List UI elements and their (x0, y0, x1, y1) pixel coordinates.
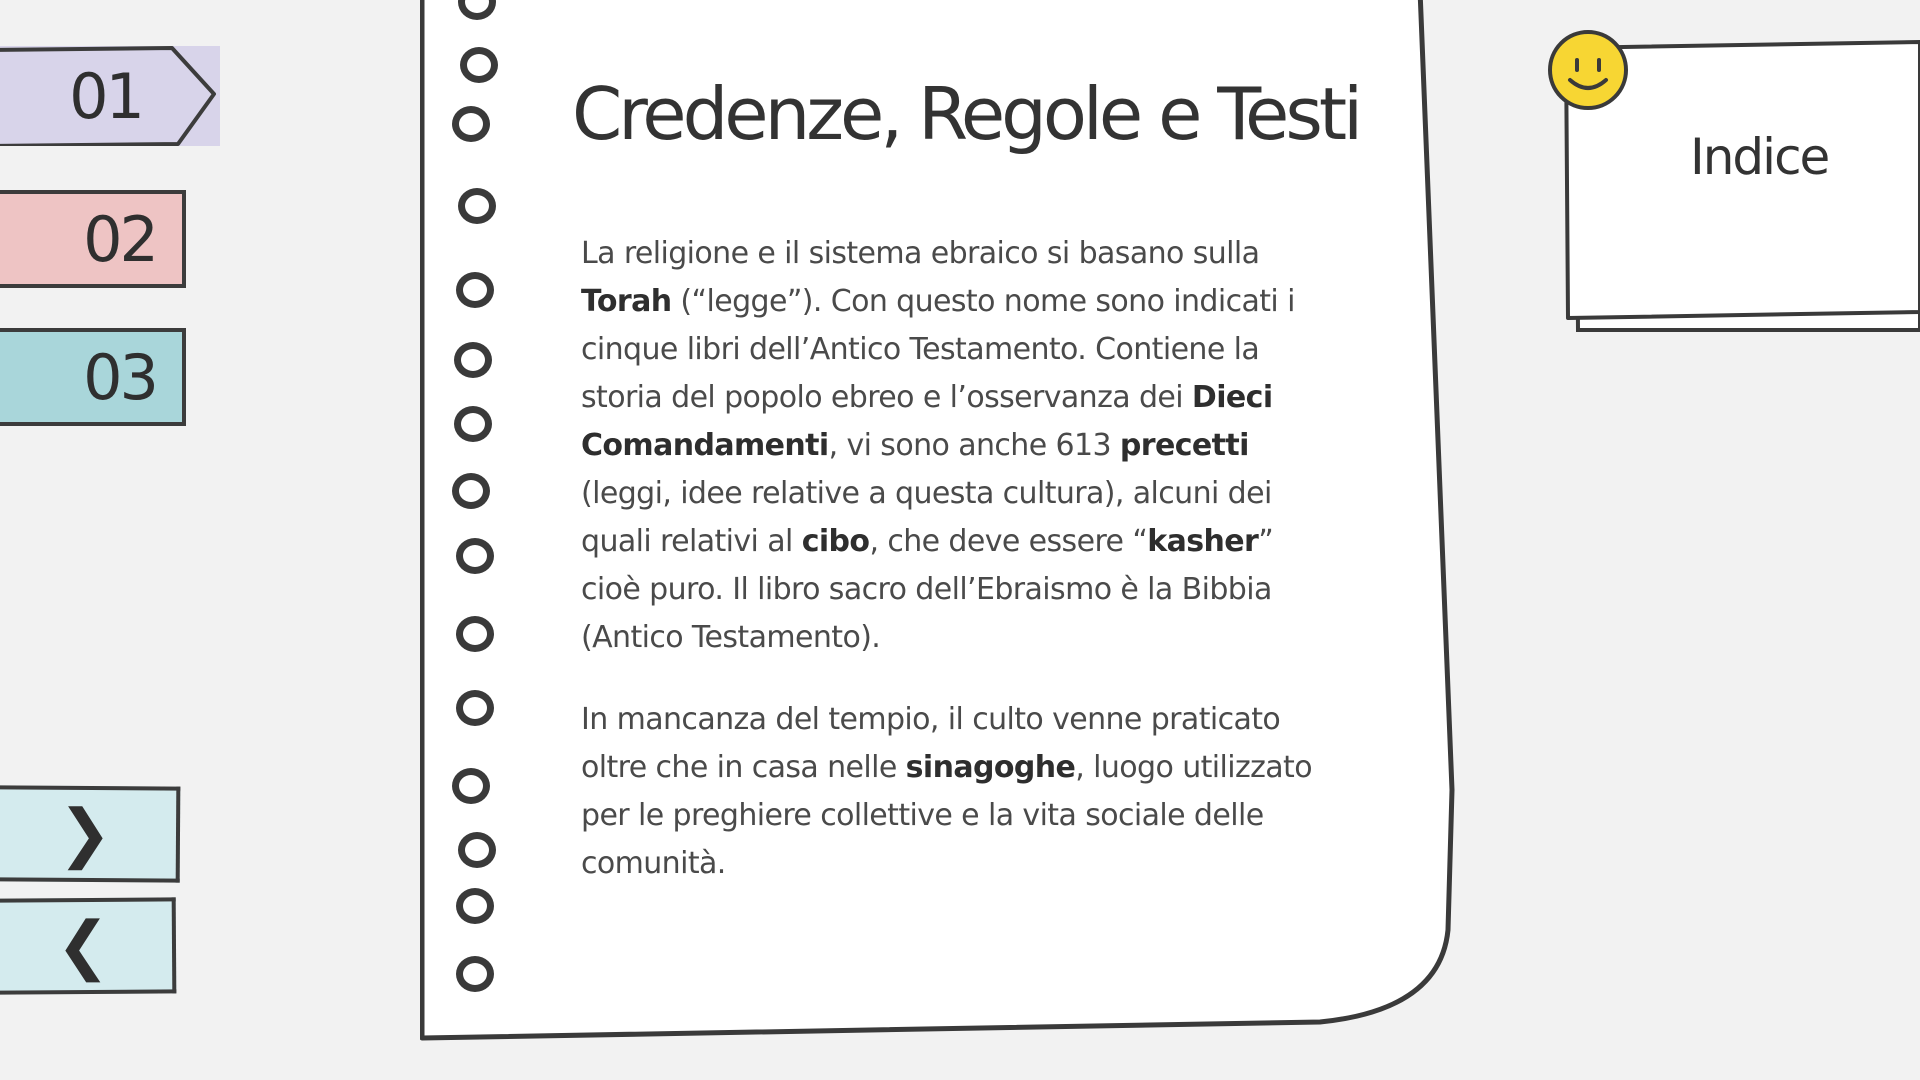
body-paragraph (581, 230, 1336, 662)
body-paragraph (581, 696, 1336, 888)
text-run: (“legge”). Con questo nome sono indicati i cinque libri dell’Antico Testamento. Contiene la storia del popolo ebreo e l’osservanza dei (581, 284, 1295, 415)
binding-ring (460, 47, 498, 83)
bold-term: kasher (1147, 524, 1259, 559)
tab-03[interactable] (0, 328, 186, 426)
binding-ring (452, 768, 490, 804)
binding-ring (452, 106, 490, 142)
tab-01[interactable] (0, 46, 220, 146)
bold-term: sinagoghe (905, 750, 1076, 785)
bold-term: precetti (1119, 428, 1249, 463)
text-run: ” cioè puro. Il libro sacro dell’Ebraismo è la Bibbia (Antico Testamento). (581, 524, 1274, 655)
binding-ring (458, 188, 496, 224)
previous-slide-button[interactable] (0, 897, 176, 994)
chevron-left-icon: ❮ (55, 908, 111, 984)
tab-label: 03 (83, 340, 156, 414)
tab-label: 01 (69, 59, 142, 133)
binding-ring (456, 888, 494, 924)
text-run: La religione e il sistema ebraico si basano sulla (581, 236, 1260, 271)
bold-term: cibo (801, 524, 870, 559)
binding-ring (458, 832, 496, 868)
binding-ring (456, 538, 494, 574)
binding-ring (454, 342, 492, 378)
binding-ring (456, 690, 494, 726)
text-run: , che deve essere “ (869, 524, 1148, 559)
text-run: (leggi, idee relative a questa cultura), alcuni dei quali relativi al (581, 476, 1272, 559)
binding-ring (452, 473, 490, 509)
binding-ring (454, 406, 492, 442)
smiley-icon (1546, 28, 1630, 112)
text-run: , luogo utilizzato per le preghiere collettive e la vita sociale delle comunità. (581, 750, 1312, 881)
binding-ring (456, 616, 494, 652)
tab-label: 02 (83, 202, 156, 276)
text-run: , vi sono anche 613 (828, 428, 1120, 463)
chevron-right-icon: ❯ (57, 796, 113, 872)
bold-term: Dieci Comandamenti (581, 380, 1273, 463)
tab-02[interactable] (0, 190, 186, 288)
text-run: In mancanza del tempio, il culto venne praticato oltre che in casa nelle (581, 702, 1281, 785)
bold-term: Torah (581, 284, 672, 319)
page-title: Credenze, Regole e Testi (572, 72, 1360, 156)
next-slide-button[interactable] (0, 785, 180, 882)
index-label: Indice (1690, 128, 1829, 186)
binding-ring (456, 272, 494, 308)
binding-ring (456, 956, 494, 992)
